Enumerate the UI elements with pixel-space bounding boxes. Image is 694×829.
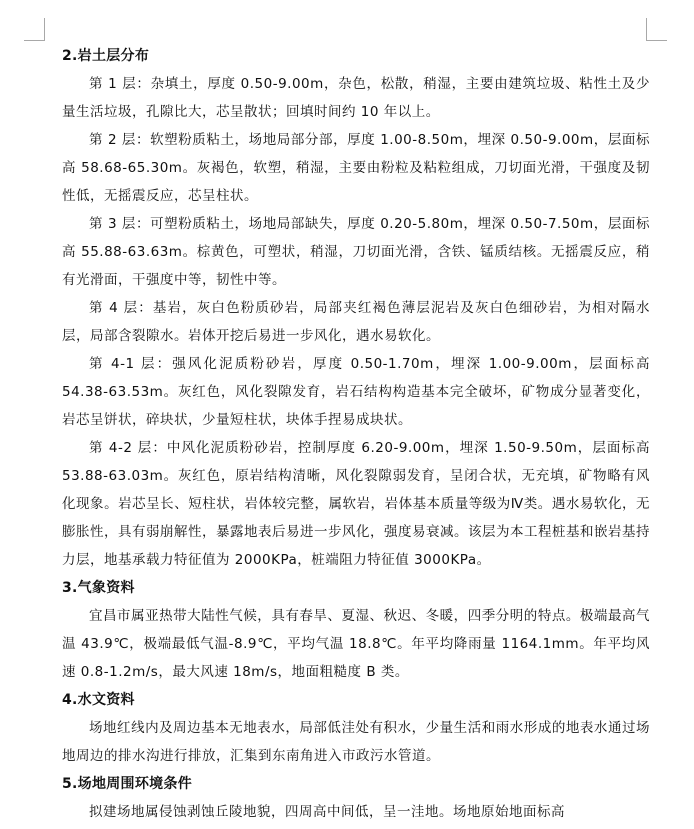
paragraph-environment: 拟建场地属侵蚀剥蚀丘陵地貌，四周高中间低，呈一洼地。场地原始地面标高 xyxy=(89,804,565,820)
paragraph-hydrology: 场地红线内及周边基本无地表水，局部低洼处有积水，少量生活和雨水形成的地表水通过场地周边的排水沟进行排放，汇集到东南角进入市政污水管道。 xyxy=(62,720,650,764)
section-heading-environment: 5.场地周围环境条件 xyxy=(62,776,193,792)
document-body xyxy=(62,42,650,826)
section-heading-rock-layers: 2.岩土层分布 xyxy=(62,48,150,64)
margin-corner-mark-left xyxy=(24,18,45,41)
section-heading-climate: 3.气象资料 xyxy=(62,580,135,596)
paragraph-layer-4: 第 4 层：基岩，灰白色粉质砂岩，局部夹红褐色薄层泥岩及灰白色细砂岩，为相对隔水层，局部含裂隙水。岩体开挖后易进一步风化，遇水易软化。 xyxy=(62,300,650,344)
paragraph-layer-3: 第 3 层：可塑粉质粘土，场地局部缺失，厚度 0.20-5.80m，埋深 0.50-7.50m，层面标高 55.88-63.63m。棕黄色，可塑状，稍湿，刀切面光滑，含铁、锰质结核。无摇震反应，稍有光滑面，干强度中等，韧性中等。 xyxy=(62,216,650,288)
paragraph-climate: 宜昌市属亚热带大陆性气候，具有春旱、夏湿、秋迟、冬暖，四季分明的特点。极端最高气温 43.9℃，极端最低气温-8.9℃，平均气温 18.8℃。年平均降雨量 1164.1mm。年平均风速 0.8-1.2m/s，最大风速 18m/s，地面粗糙度 B 类。 xyxy=(62,608,650,680)
section-heading-hydrology: 4.水文资料 xyxy=(62,692,135,708)
paragraph-layer-2: 第 2 层：软塑粉质粘土，场地局部分部，厚度 1.00-8.50m，埋深 0.50-9.00m，层面标高 58.68-65.30m。灰褐色，软塑，稍湿，主要由粉粒及粘粒组成，刀切面光滑，干强度及韧性低，无摇震反应，芯呈柱状。 xyxy=(62,132,650,204)
paragraph-layer-4-2: 第 4-2 层：中风化泥质粉砂岩，控制厚度 6.20-9.00m，埋深 1.50-9.50m，层面标高 53.88-63.03m。灰红色，原岩结构清晰，风化裂隙弱发育，呈闭合状，无充填，矿物略有风化现象。岩芯呈长、短柱状，岩体较完整，属软岩，岩体基本质量等级为Ⅳ类。遇水易软化，无膨胀性，具有弱崩解性，暴露地表后易进一步风化，强度易衰减。该层为本工程桩基和嵌岩基持力层，地基承载力特征值为 2000KPa，桩端阻力特征值 3000KPa。 xyxy=(62,440,650,568)
paragraph-layer-4-1: 第 4-1 层：强风化泥质粉砂岩，厚度 0.50-1.70m，埋深 1.00-9.00m，层面标高 54.38-63.53m。灰红色，风化裂隙发育，岩石结构构造基本完全破坏，矿物成分显著变化，岩芯呈饼状，碎块状，少量短柱状，块体手捏易成块状。 xyxy=(62,356,650,428)
paragraph-layer-1: 第 1 层：杂填土，厚度 0.50-9.00m，杂色，松散，稍湿，主要由建筑垃圾、粘性土及少量生活垃圾，孔隙比大，芯呈散状；回填时间约 10 年以上。 xyxy=(62,76,650,120)
margin-corner-mark-right xyxy=(646,18,667,41)
